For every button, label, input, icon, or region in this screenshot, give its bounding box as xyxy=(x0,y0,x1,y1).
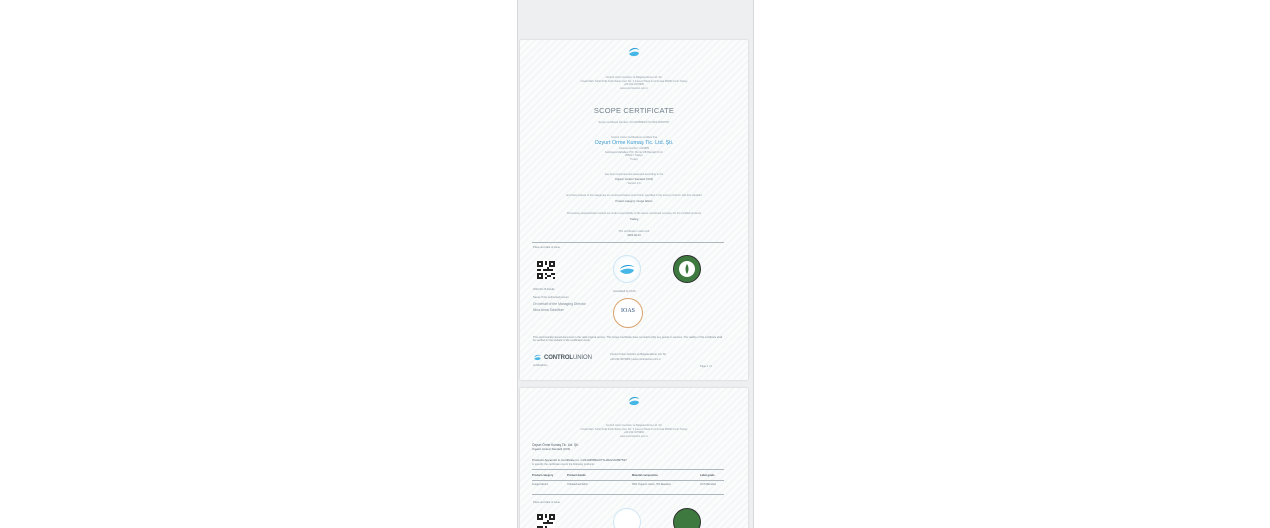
place-date-label: Place and date of issue xyxy=(533,501,560,504)
table-top-rule xyxy=(532,469,724,470)
issuer-address: Cinarli Mah. Sehit Polis Fethi Sekin Cad. No: 3 Ivecevi Plaza K:11 Konak 35060 Izmir/ Turkey xyxy=(580,79,688,83)
issuer-address: Cinarli Mah. Sehit Polis Fethi Sekin Cad. No: 3 Ivecevi Plaza K:11 Konak 35060 Izmir/ Turkey xyxy=(580,427,688,431)
control-union-logo-icon xyxy=(533,353,542,362)
category-intro: and that products of the categories as mentioned below (and further specified in the annex) conform with this standard xyxy=(566,194,702,197)
standard-name: Organic Content Standard (OCS) xyxy=(614,177,654,181)
license-number: License Number: 1104589 xyxy=(618,147,650,150)
organic-blended-seal-icon xyxy=(673,255,701,283)
column-header: Material composition xyxy=(632,474,658,477)
table-header-rule xyxy=(532,480,724,481)
company-name: Özyurt Örme Kumaş Tic. Ltd. Şti. xyxy=(594,140,674,146)
column-header: Product category xyxy=(532,474,554,477)
issuer-website: www.controlunion.com.tr xyxy=(619,86,649,90)
control-union-logo xyxy=(533,353,592,362)
certificate-page-1 xyxy=(520,40,748,380)
process-intro: Processing steps/activities carried out under responsibility of the above mentioned company for the certified products xyxy=(566,212,702,215)
table-cell: Unbleached fabric xyxy=(567,483,588,486)
issuer-name: Control Union Gozetim ve Belgelendirme Ltd. Sti. xyxy=(605,424,663,427)
footer-contact: +90 232 4079900 | www.controlunion.com.tr xyxy=(610,358,661,361)
column-header: Label grade xyxy=(700,474,715,477)
process-steps: Trading xyxy=(629,217,639,221)
footer-note: This electronically issued document is the valid original version. This Scope Certificate does not itself certify any goods or services. The validity of this certificate shall be verified on the website of the certification body. xyxy=(533,336,723,343)
certified-seal-icon xyxy=(613,508,641,528)
column-header: Product details xyxy=(567,474,586,477)
ioas-accreditation-logo xyxy=(613,298,643,328)
scope-certificate-number: Scope Certificate Number: CU1104589GOTS-2022-00097537 xyxy=(598,121,670,124)
valid-until-date: 2023-09-14 xyxy=(627,234,641,237)
certificate-page-2 xyxy=(520,388,748,528)
certified-seal-icon xyxy=(613,255,641,283)
product-category: Product category: Greige fabrics xyxy=(615,200,653,203)
divider xyxy=(532,242,724,243)
qr-code-icon xyxy=(537,261,555,279)
annex-company: Özyurt Örme Kumaş Tic. Ltd. Şti. xyxy=(532,443,579,447)
logo-text-light: UNION xyxy=(572,354,592,361)
ioas-label: Accredited by IOAS xyxy=(613,290,636,293)
signature-intro: Name of the authorised person xyxy=(533,296,569,299)
issuer-name: Control Union Gozetim ve Belgelendirme Ltd. Sti. xyxy=(605,76,663,79)
place-date-label: Place and date of issue xyxy=(533,246,560,249)
ioas-logo-text: IOAS xyxy=(620,308,635,314)
standard-version: - Version 3.0 - xyxy=(625,181,643,185)
issuer-website: www.controlunion.com.tr xyxy=(619,434,649,438)
organic-blended-seal-icon xyxy=(673,508,701,528)
company-country: Turkey xyxy=(630,157,638,161)
valid-until-label: This certificate is valid until: xyxy=(618,230,650,233)
company-address: Gelinkaya Mahallesi 700. Sk No:1/B Bayrakli Izmir xyxy=(605,150,663,154)
viewer-toolbar xyxy=(518,0,753,40)
standard-intro: has been inspected and assessed according to the xyxy=(604,173,664,176)
table-cell: Greige fabrics xyxy=(532,483,549,486)
issuer-phone: +90 232 4079900 xyxy=(623,431,645,434)
company-city: 35600 / Türkiye xyxy=(625,154,643,157)
logo-text-bold: CONTROL xyxy=(544,354,573,361)
document-viewer xyxy=(517,0,754,528)
qr-code-icon xyxy=(537,514,555,528)
place-date: 2022-09-15 Zwolle xyxy=(533,288,555,291)
table-bottom-rule xyxy=(532,494,724,495)
signatory-line-1: On behalf of the Managing Director xyxy=(533,302,586,306)
signatory-line-2: Nina Anna Schnitker xyxy=(533,308,564,312)
issuer-phone: +90 232 4079900 xyxy=(623,83,645,86)
footer-issuer: Control Union Gozetim ve Belgelendirme Ltd. Sti. xyxy=(610,353,667,356)
certificate-title: SCOPE CERTIFICATE xyxy=(593,106,675,115)
control-union-swirl-icon xyxy=(627,394,641,408)
annex-standard: Organic Content Standard (OCS) xyxy=(532,447,571,451)
table-cell: OCS Blended xyxy=(700,483,716,486)
annex-title: Products Appendix to Certificate no. CU1104589GOTS-2022-00097537 xyxy=(532,458,627,462)
control-union-swirl-icon xyxy=(627,45,641,59)
logo-tagline: certifications xyxy=(533,364,548,367)
annex-intro: In specific the certificate covers the following products: xyxy=(532,462,595,466)
page-number: Page 1 / 2 xyxy=(700,365,712,368)
table-cell: 95% Organic cotton, 5% Elastane xyxy=(632,483,671,486)
certifies-intro: Control Union Certifications certifies that xyxy=(610,136,658,139)
